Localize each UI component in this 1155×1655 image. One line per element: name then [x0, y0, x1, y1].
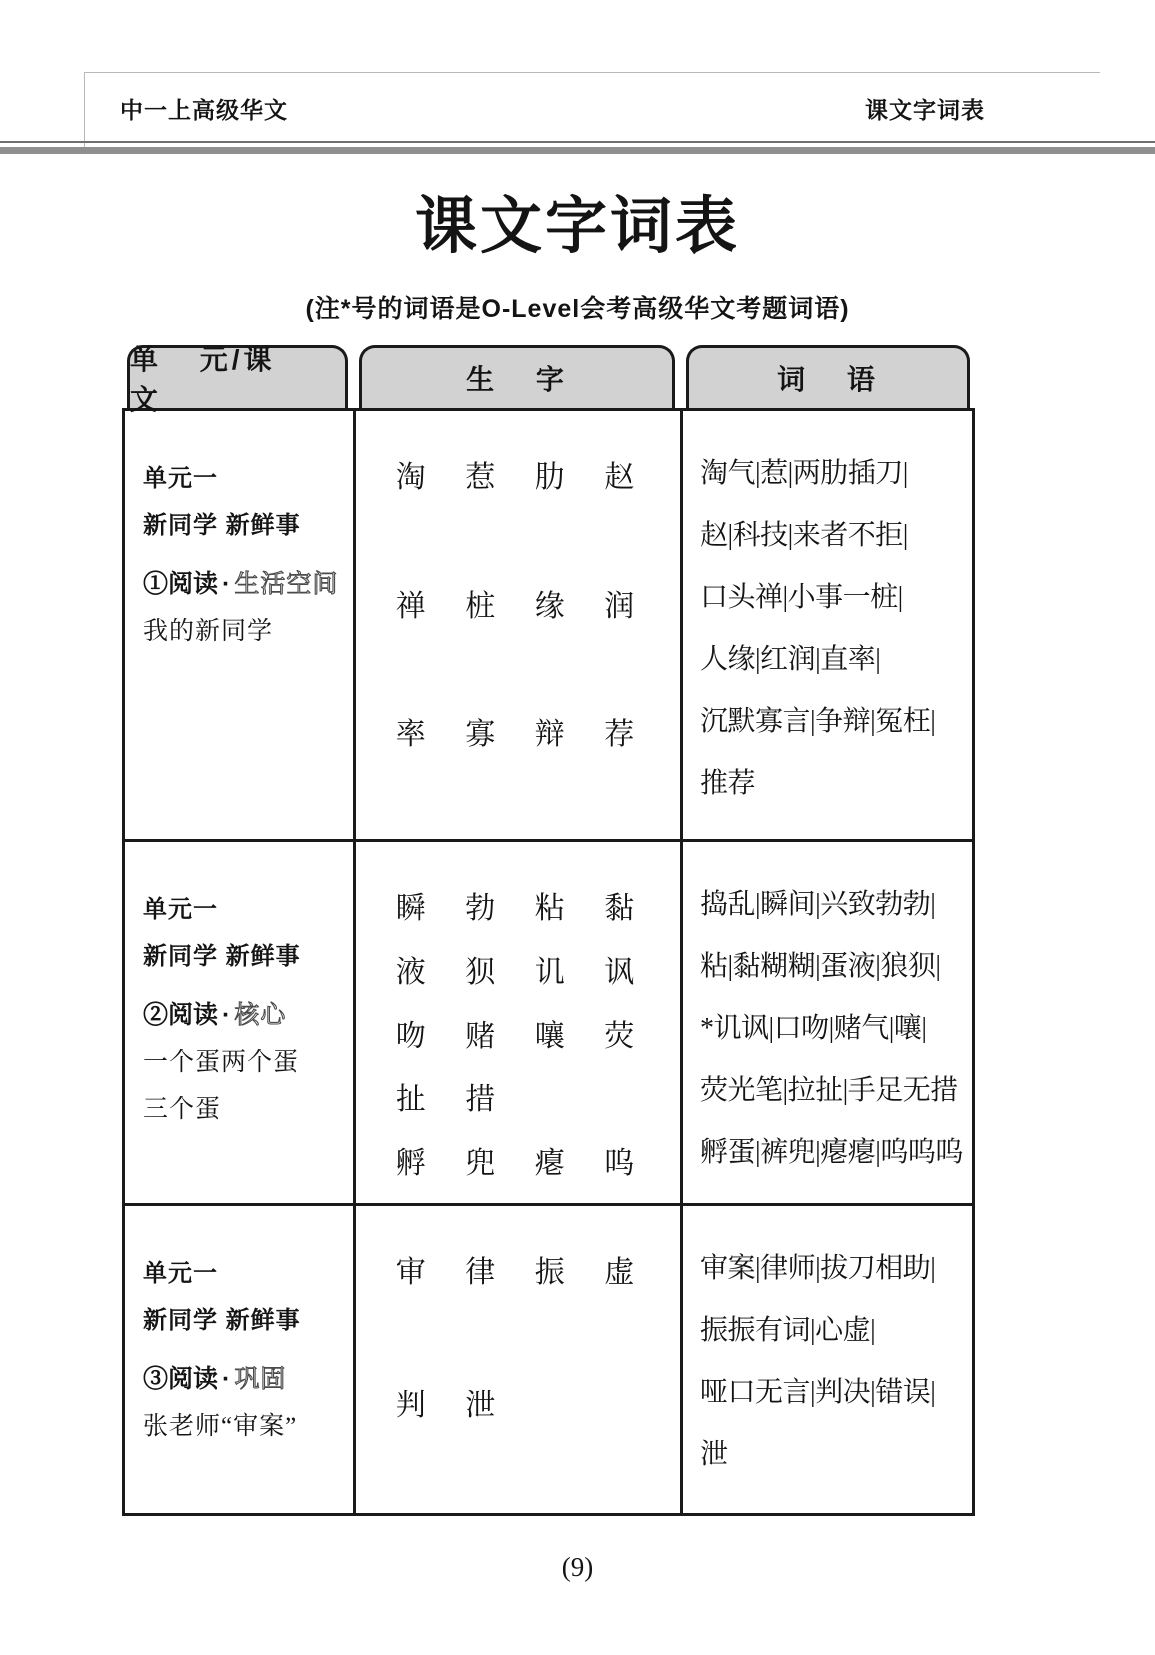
words-line: 哑口无言|判决|错误|	[700, 1377, 936, 1408]
new-character: 肋	[534, 461, 565, 494]
reading-separator-dot: ·	[222, 570, 231, 598]
unit-line: 新同学 新鲜事	[143, 1307, 301, 1334]
running-header-right: 课文字词表	[865, 97, 985, 123]
new-character: 狈	[465, 955, 496, 989]
table-row	[125, 1203, 972, 1513]
new-character: 泄	[465, 1388, 496, 1422]
new-character: 审	[395, 1256, 426, 1289]
new-character: 律	[465, 1256, 496, 1289]
new-character: 措	[465, 1083, 496, 1117]
reading-line	[143, 992, 339, 1039]
reading-prefix: ③阅读	[143, 1365, 219, 1393]
new-character: 呜	[604, 1147, 635, 1181]
page-title: 课文字词表	[414, 192, 740, 261]
unit-line: 新同学 新鲜事	[143, 512, 301, 539]
new-character: 瘪	[534, 1147, 565, 1181]
page-frame-top-line	[84, 72, 1100, 73]
new-character: 禅	[395, 589, 426, 623]
reading-prefix: ②阅读	[143, 1001, 219, 1029]
header-rule-thin	[0, 141, 1155, 143]
new-character: 桩	[465, 589, 496, 623]
reading-line	[143, 1356, 339, 1403]
unit-line: 单元一	[143, 465, 218, 492]
new-character: 判	[395, 1388, 426, 1422]
table-body	[122, 408, 975, 1516]
words-line: 沉默寡言|争辩|冤枉|	[700, 706, 936, 737]
words-line: 口头禅|小事一桩|	[700, 582, 903, 613]
new-character: 荧	[604, 1019, 635, 1053]
reading-prefix: ①阅读	[143, 570, 219, 598]
lesson-title-line: 一个蛋两个蛋	[143, 1049, 300, 1076]
new-character: 勃	[465, 892, 496, 925]
words-line: 淘气|惹|两肋插刀|	[700, 458, 908, 489]
words-line: 孵蛋|裤兜|瘪瘪|呜呜呜	[700, 1137, 963, 1168]
unit-cell	[125, 842, 353, 1203]
new-character: 液	[395, 955, 426, 989]
new-character	[585, 1371, 655, 1433]
words-line: 人缘|红润|直率|	[700, 644, 881, 675]
new-character: 振	[534, 1256, 565, 1289]
new-character: 讽	[604, 955, 635, 989]
new-character: 兜	[465, 1147, 496, 1181]
new-character: 寡	[465, 718, 496, 752]
unit-cell	[125, 1206, 353, 1513]
new-character: 率	[395, 718, 426, 752]
new-character: 虚	[604, 1256, 635, 1289]
reading-separator-dot: ·	[222, 1365, 231, 1393]
new-character: 荐	[604, 718, 635, 752]
new-character: 惹	[465, 461, 496, 494]
words-line: 荧光笔|拉扯|手足无措	[700, 1075, 958, 1106]
unit-cell	[125, 411, 353, 839]
new-character: 辩	[534, 718, 565, 752]
unit-line: 新同学 新鲜事	[143, 943, 301, 970]
words-cell	[680, 842, 972, 1203]
words-line: 推荐	[700, 768, 756, 799]
words-line: 赵|科技|来者不拒|	[700, 520, 908, 551]
lesson-title-line: 三个蛋	[143, 1096, 222, 1123]
reading-line	[143, 561, 339, 608]
words-line: 审案|律师|拔刀相助|	[700, 1253, 936, 1284]
table-row	[125, 839, 972, 1203]
lesson-title-line: 我的新同学	[143, 618, 274, 645]
words-line: *讥讽|口吻|赌气|嚷|	[700, 1013, 927, 1044]
running-header-left: 中一上高级华文	[120, 97, 288, 123]
lesson-title-line: 张老师“审案”	[143, 1413, 298, 1440]
new-character: 扯	[395, 1083, 426, 1117]
page-number: (9)	[561, 1552, 594, 1582]
reading-separator-dot: ·	[222, 1001, 231, 1029]
words-line: 泄	[700, 1439, 728, 1470]
reading-topic-outline: 生活空间	[234, 570, 339, 598]
new-character: 润	[604, 589, 635, 623]
table-row	[125, 411, 972, 839]
new-characters-cell	[353, 411, 680, 839]
new-character: 吻	[395, 1019, 426, 1053]
reading-topic-outline: 核心	[234, 1001, 287, 1029]
column-header-words: 词 语	[686, 345, 970, 408]
words-line: 粘|黏糊糊|蛋液|狼狈|	[700, 951, 941, 982]
column-header-new-characters: 生 字	[359, 345, 675, 408]
new-character: 孵	[395, 1147, 426, 1181]
unit-line: 单元一	[143, 896, 218, 923]
reading-topic-outline: 巩固	[234, 1365, 287, 1393]
new-character: 淘	[395, 461, 426, 494]
table-header-row	[122, 344, 975, 415]
new-character	[585, 1065, 655, 1127]
new-character: 讥	[534, 955, 565, 989]
new-character: 赌	[465, 1019, 496, 1053]
words-cell	[680, 1206, 972, 1513]
words-cell	[680, 411, 972, 839]
new-characters-cell	[353, 842, 680, 1203]
new-character: 瞬	[395, 892, 426, 925]
unit-line: 单元一	[143, 1260, 218, 1287]
vocabulary-table	[122, 345, 975, 1516]
words-line: 捣乱|瞬间|兴致勃勃|	[700, 889, 936, 920]
header-rule-thick	[0, 147, 1155, 154]
new-character: 嚷	[534, 1019, 565, 1053]
new-characters-cell	[353, 1206, 680, 1513]
page-frame-left-line	[84, 72, 85, 152]
new-character: 黏	[604, 892, 635, 925]
new-character: 赵	[604, 461, 635, 494]
page-subtitle: (注*号的词语是O-Level会考高级华文考题词语)	[305, 295, 850, 323]
column-header-unit-lesson: 单 元/课 文	[127, 345, 348, 408]
new-character	[515, 1371, 585, 1433]
new-character: 粘	[534, 892, 565, 925]
words-line: 振振有词|心虚|	[700, 1315, 876, 1346]
new-character: 缘	[534, 589, 565, 623]
new-character	[515, 1065, 585, 1127]
